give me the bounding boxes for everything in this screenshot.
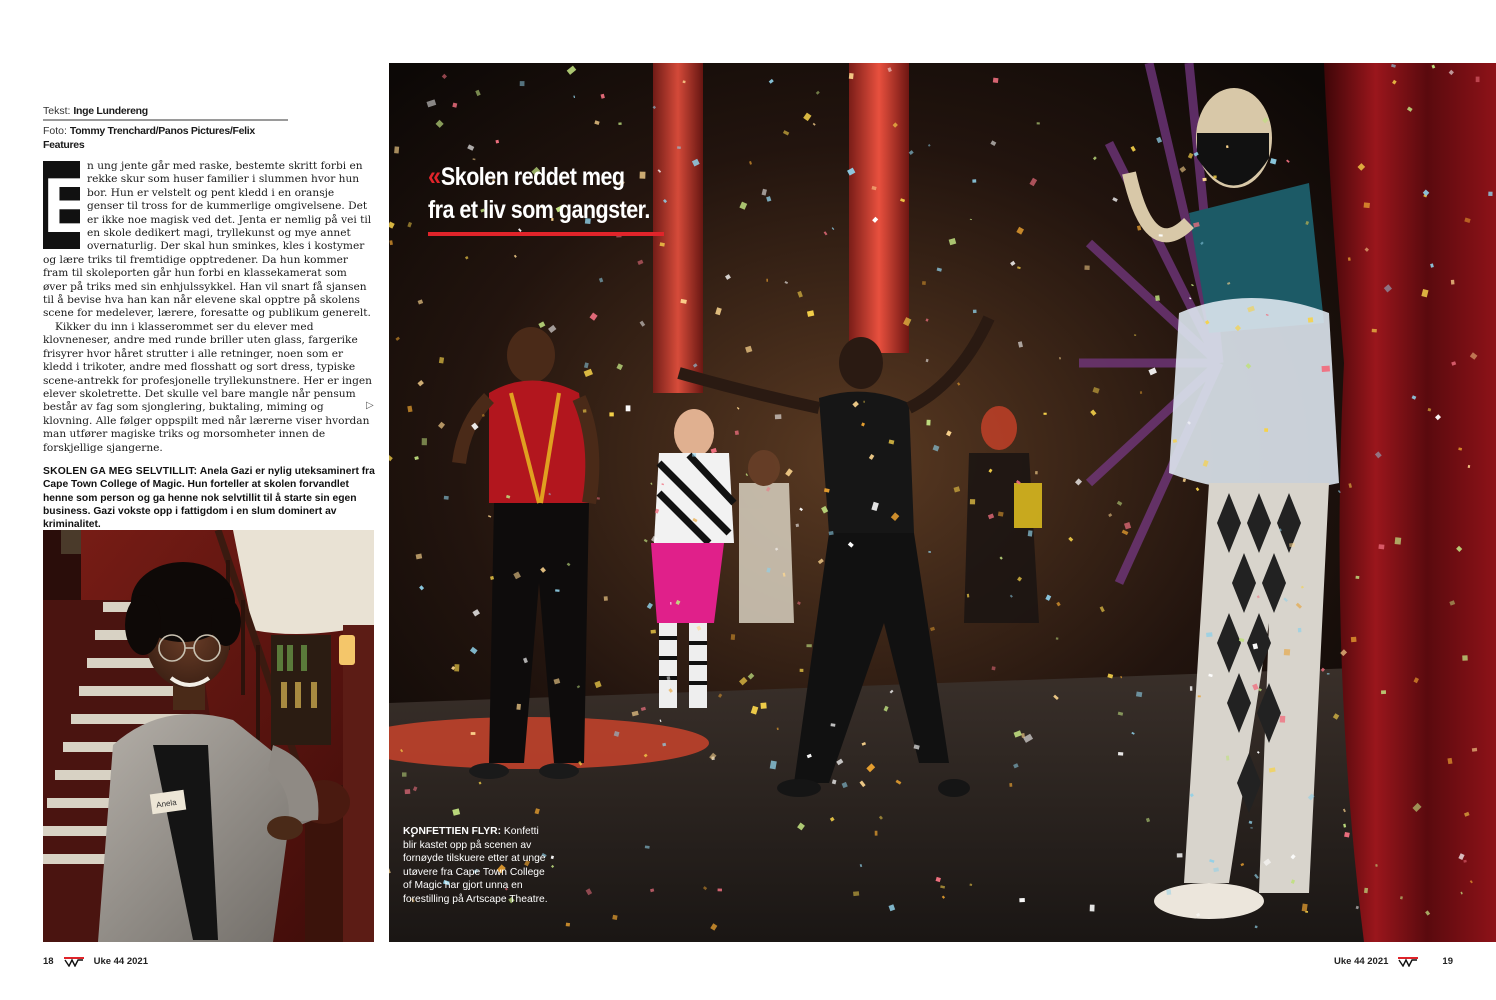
- pull-quote: [428, 160, 650, 227]
- credits: [43, 104, 288, 156]
- portrait-caption-body: Anela Gazi er nylig uteksaminert fra Cape Town College of Magic. Hun forteller at skolen forvandlet henne som person og ga henne nok selvtillit til å starte sin egen business. Gazi vokste opp i fattigdom i en slum dominert av kriminalitet.: [43, 466, 375, 531]
- magazine-logo-icon: [64, 956, 84, 967]
- pull-quote-line: fra et liv som gangster.: [428, 196, 650, 224]
- footer-right: [1334, 956, 1453, 967]
- issue-label: Uke 44 2021: [1334, 956, 1389, 967]
- photo-credit-name: Tommy Trenchard/Panos Pictures/Felix Features: [43, 125, 255, 151]
- continue-arrow-icon: ▷: [366, 400, 374, 411]
- footer-left: [43, 956, 148, 967]
- issue-label: Uke 44 2021: [93, 956, 148, 967]
- article-paragraph: Kikker du inn i klasserommet ser du elever med klovneneser, andre med runde briller uten glass, fargerike frisyrer hvor håret strutter i alle retninger, noen som er kledd i trikoter, andre med flosshatt og sort dress, typiske scene-antrekk for profesjonelle tryllekunstnere. Her er ingen elever skoletrette. Det skulle vel bare mangle når pensum består av fag som sjonglering, buktaling, miming og klovning. Alle følger oppspilt med når lærerne viser hvordan man utfører magiske triks og morsomheter innen de forskjellige sjangerne.: [43, 320, 372, 454]
- page-number: 18: [43, 956, 54, 967]
- name-tag-text: Anela: [155, 797, 178, 810]
- stage-caption-head: KONFETTIEN FLYR:: [403, 826, 502, 837]
- text-credit-name: Inge Lundereng: [73, 105, 148, 117]
- drop-cap: E: [43, 161, 96, 249]
- stage-caption-body: Konfetti blir kastet opp på scenen av fornøyde tilskuere etter at unge utøvere fra Cape Town College of Magic har gjort unna en forestilling på Artscape Theatre.: [403, 826, 548, 905]
- photo-credit: [43, 124, 288, 153]
- page-number: 19: [1442, 956, 1453, 967]
- magazine-logo-icon: [1398, 956, 1418, 967]
- pull-quote-line: Skolen reddet meg: [440, 163, 625, 191]
- quote-mark: «: [428, 161, 438, 191]
- pull-quote-rule: [428, 232, 664, 236]
- text-credit: [43, 104, 288, 121]
- article-body: [43, 160, 373, 455]
- portrait-illustration: [43, 530, 374, 942]
- text-credit-label: Tekst:: [43, 105, 71, 117]
- article-paragraph: n ung jente går med raske, bestemte skritt forbi en rekke skur som huser familier i slummen hvor hun bor. Hun er velstelt og pent kledd i en oransje genser til tross for de kummerlige omgivelsene. Det er ikke noe magisk ved det. Jenta er nemlig på vei til en skole dedikert magi, tryllekunst og mye annet overnaturlig. Der skal hun sminkes, kles i kostymer og lære triks til fremtidige opptredener. Da hun kommer fram til skoleporten går hun forbi en klassekamerat som øver på triks med sin enhjulssykkel. Han vil snart få sjansen til å bevise hva han kan når elevene skal opptre på skolens scene for medelever, lærere, foresatte og publikum generelt.: [43, 160, 372, 320]
- portrait-photo: [43, 530, 374, 942]
- portrait-caption: [43, 465, 378, 531]
- stage-caption: [403, 825, 553, 906]
- portrait-caption-head: SKOLEN GA MEG SELVTILLIT:: [43, 466, 198, 477]
- photo-credit-label: Foto:: [43, 125, 67, 137]
